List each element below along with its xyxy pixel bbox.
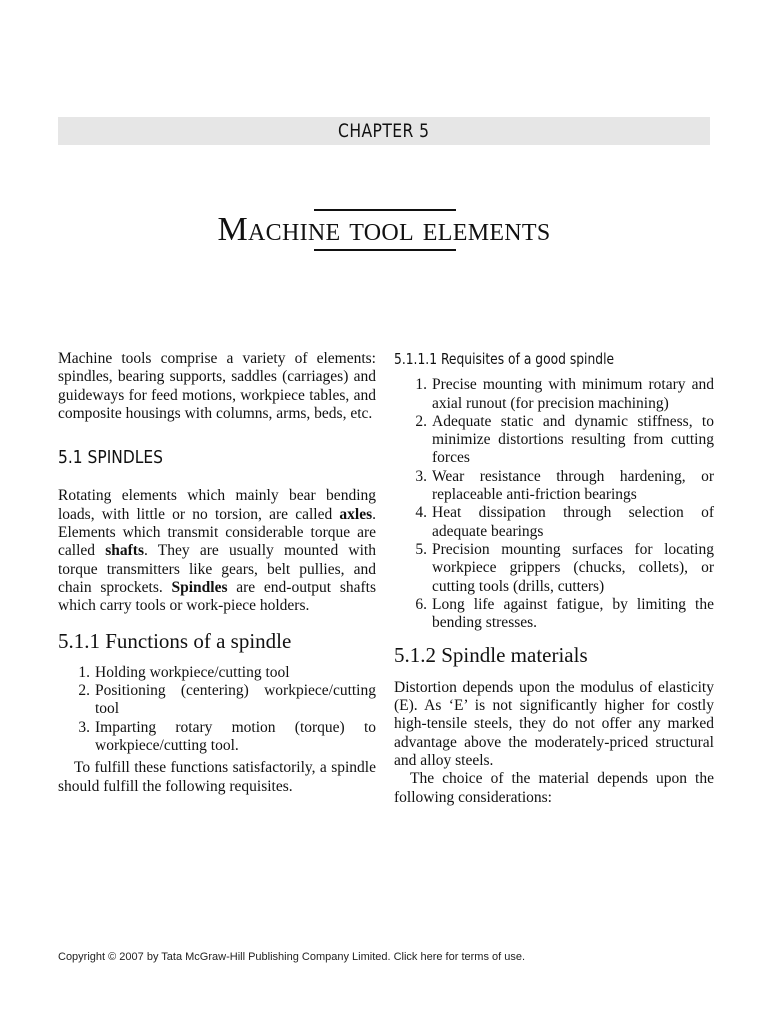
subsection-heading-materials: 5.1.2 Spindle materials: [394, 643, 588, 668]
list-item-text: Long life against fatigue, by limiting the bending stresses.: [432, 595, 714, 632]
list-item-text: Precision mounting surfaces for locating workpiece grippers (chucks, collets), or cutting tools (drills, cutters): [432, 540, 714, 595]
list-item: [58, 719, 376, 756]
chapter-band: [58, 117, 710, 145]
materials-paragraph-2: The choice of the material depends upon the following considerations:: [394, 770, 714, 806]
term-shafts: shafts: [105, 542, 144, 560]
requisites-list: [394, 376, 714, 632]
list-item-number: 3.: [415, 467, 427, 485]
subsection-heading-functions: 5.1.1 Functions of a spindle: [58, 628, 292, 653]
right-column: [394, 350, 714, 807]
spindles-text-1: Rotating elements which mainly bear bending loads, with little or no torsion, are called: [58, 487, 376, 523]
spindles-paragraph: [58, 487, 376, 615]
list-item: [58, 664, 376, 682]
list-item: [394, 413, 714, 468]
spindles-text-4: are end-output shafts which carry tools or work-piece holders.: [58, 578, 376, 615]
list-item-text: Precise mounting with minimum rotary and axial runout (for precision machining): [432, 376, 714, 412]
term-spindles: Spindles: [171, 578, 228, 596]
list-item: [394, 504, 714, 541]
left-column: [58, 350, 376, 796]
list-item-number: 6.: [415, 595, 427, 613]
list-item-text: Holding workpiece/cutting tool: [95, 663, 290, 681]
title-rule-bottom: [314, 249, 456, 251]
materials-paragraph-1: Distortion depends upon the modulus of elasticity (E). As ‘E’ is not significantly higher for costly high-tensile steels, they do not offer any marked advantage above the moderately-priced structural and alloy steels.: [394, 678, 714, 769]
list-item-number: 3.: [78, 718, 90, 736]
term-axles: axles: [339, 505, 373, 523]
list-item-number: 1.: [415, 376, 427, 394]
list-item-number: 5.: [415, 540, 427, 558]
list-item: [58, 682, 376, 719]
list-item: [394, 596, 714, 633]
list-item-number: 2.: [78, 682, 90, 700]
list-item-text: Imparting rotary motion (torque) to workpiece/cutting tool.: [95, 718, 376, 755]
list-item: [394, 376, 714, 413]
list-item-number: 2.: [415, 412, 427, 430]
list-item-text: Positioning (centering) workpiece/cutting tool: [95, 682, 376, 718]
intro-paragraph: Machine tools comprise a variety of elements: spindles, bearing supports, saddles (carriages) and guideways for feed motions, workpiece tables, and composite housings with columns, arms, beds, etc.: [58, 350, 376, 422]
list-item: [394, 541, 714, 596]
list-item-text: Heat dissipation through selection of adequate bearings: [432, 504, 714, 540]
chapter-label: CHAPTER 5: [338, 120, 430, 142]
copyright-footer[interactable]: Copyright © 2007 by Tata McGraw-Hill Publishing Company Limited. Click here for terms of use.: [58, 951, 526, 963]
spindles-text-3: . They are usually mounted with torque transmitters like gears, belt pullies, and chain sprockets.: [58, 542, 376, 596]
list-item-number: 4.: [415, 504, 427, 522]
list-item-number: 1.: [78, 663, 90, 681]
list-item-text: Adequate static and dynamic stiffness, to minimize distortions resulting from cutting forces: [432, 412, 714, 467]
list-item-text: Wear resistance through hardening, or replaceable anti-friction bearings: [432, 467, 714, 504]
functions-list: [58, 664, 376, 755]
subsubsection-heading-requisites: 5.1.1.1 Requisites of a good spindle: [394, 350, 615, 368]
chapter-title: Machine tool elements: [217, 211, 551, 248]
list-item: [394, 468, 714, 505]
closing-paragraph: To fulfill these functions satisfactorily, a spindle should fulfill the following requisites.: [58, 759, 376, 795]
section-heading-spindles: 5.1 SPINDLES: [58, 447, 164, 469]
spindles-text-2: . Elements which transmit considerable torque are called: [58, 505, 376, 560]
